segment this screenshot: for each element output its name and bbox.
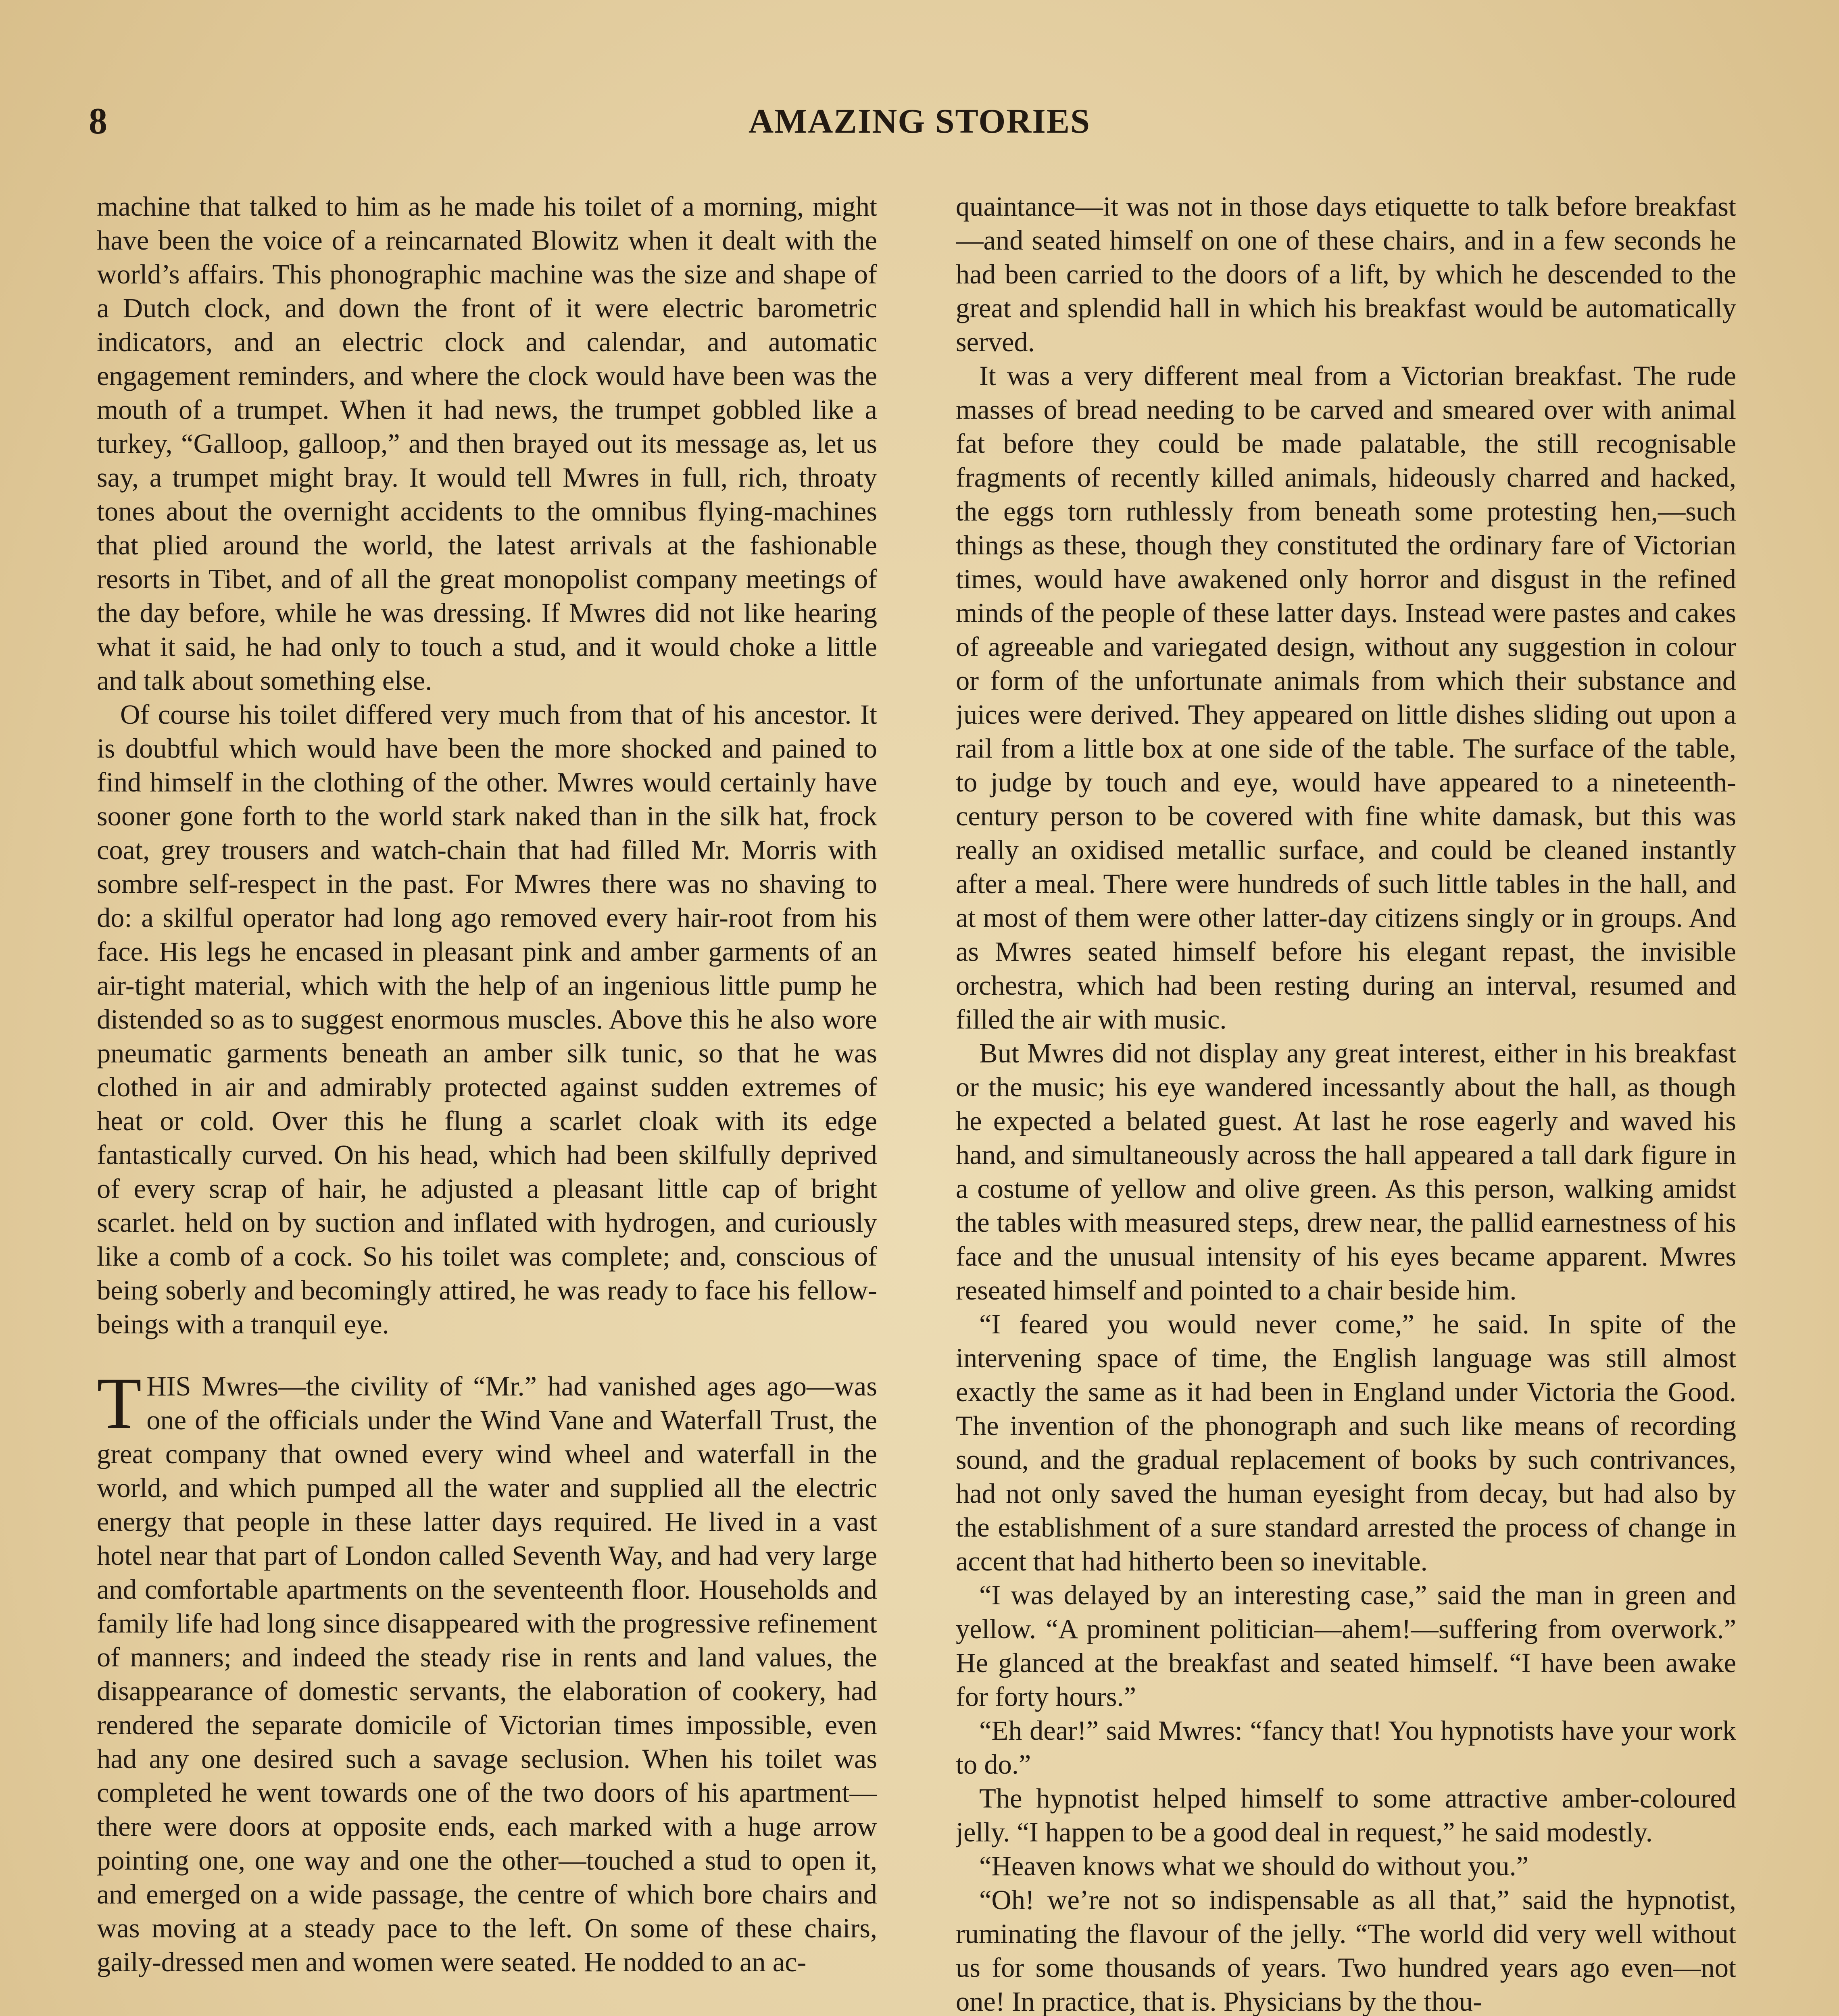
paragraph: “Heaven knows what we should do without you.” — [979, 1851, 1529, 1881]
paragraph: The hypnotist helped himself to some attractive amber-coloured jelly. “I happen to be a good deal in request,” he said modestly. — [956, 1783, 1736, 1847]
page-number: 8 — [89, 100, 107, 142]
paragraph: Of course his toilet differed very much from that of his ancestor. It is doubtful which would have been the more shocked and pained to find himself in the clothing of the other. Mwres would certainly have sooner gone forth to the world stark naked than in the silk hat, frock coat, grey trousers and watch-chain that had filled Mr. Morris with sombre self-respect in the past. For Mwres there was no shaving to do: a skilful operator had long ago removed every hair-root from his face. His legs he encased in pleasant pink and amber garments of an air-tight material, which with the help of an ingenious little pump he distended so as to suggest enormous muscles. Above this he also wore pneumatic garments beneath an amber silk tunic, so that he was clothed in air and admirably protected against sudden extremes of heat or cold. Over this he flung a scarlet cloak with its edge fantastically curved. On his head, which had been skilfully deprived of every scrap of hair, he adjusted a pleasant little cap of bright scarlet. held on by suction and inflated with hydrogen, and curiously like a comb of a cock. So his toilet was complete; and, conscious of being soberly and becomingly attired, he was ready to face his fellow-beings with a tranquil eye. — [97, 699, 877, 1339]
paragraph: machine that talked to him as he made his toilet of a morning, might have been the voice of a reincarnated Blowitz when it dealt with the world’s affairs. This phonographic machine was the size and shape of a Dutch clock, and down the front of it were electric barometric indicators, and an electric clock and calendar, and automatic engagement reminders, and where the clock would have been was the mouth of a trumpet. When it had news, the trumpet gobbled like a turkey, “Galloop, galloop,” and then brayed out its message as, let us say, a trumpet might bray. It would tell Mwres in full, rich, throaty tones about the overnight accidents to the omnibus flying-machines that plied around the world, the latest arrivals at the fashionable resorts in Tibet, and of all the great monopolist company meetings of the day before, while he was dressing. If Mwres did not like hearing what it said, he had only to touch a stud, and it would choke a little and talk about something else. — [97, 191, 877, 696]
magazine-title: AMAZING STORIES — [748, 102, 1090, 140]
paragraph: It was a very different meal from a Victorian breakfast. The rude masses of bread needing to be carved and smeared over with animal fat before they could be made palatable, the still recognisable fragments of recently killed animals, hideously charred and hacked, the eggs torn ruthlessly from beneath some protesting hen,—such things as these, though they constituted the ordinary fare of Victorian times, would have awakened only horror and disgust in the refined minds of the people of these latter days. Instead were pastes and cakes of agreeable and variegated design, without any suggestion in colour or form of the unfortunate animals from which their substance and juices were derived. They appeared on little dishes sliding out upon a rail from a little box at one side of the table. The surface of the table, to judge by touch and eye, would have appeared to a nineteenth-century person to be covered with fine white damask, but this was really an oxidised metallic surface, and could be cleaned instantly after a meal. There were hundreds of such little tables in the hall, and at most of them were other latter-day citizens singly or in groups. And as Mwres seated himself before his elegant repast, the invisible orchestra, which had been resting during an interval, resumed and filled the air with music. — [956, 360, 1736, 1035]
drop-cap: T — [97, 1363, 142, 1444]
paragraph: quaintance—it was not in those days etiquette to talk before breakfast—and seated himself on one of these chairs, and in a few seconds he had been carried to the doors of a lift, by which he descended to the great and splendid hall in which his breakfast would be automatically served. — [956, 191, 1736, 357]
paragraph-text: HIS Mwres—the civility of “Mr.” had vanished ages ago—was one of the officials under the Wind Vane and Waterfall Trust, the great company that owned every wind wheel and waterfall in the world, and which pumped all the water and supplied all the electric energy that people in these latter days required. He lived in a vast hotel near that part of London called Seventh Way, and had very large and comfortable apartments on the seventeenth floor. Households and family life had long since disappeared with the progressive refinement of manners; and indeed the steady rise in rents and land values, the disappearance of domestic servants, the elaboration of cookery, had rendered the separate domicile of Victorian times impossible, even had any one desired such a savage seclusion. When his toilet was completed he went towards one of the two doors of his apartment—there were doors at opposite ends, each marked with a huge arrow pointing one, one way and one the other—touched a stud to open it, and emerged on a wide passage, the centre of which bore chairs and was moving at a steady pace to the left. On some of these chairs, gaily-dressed men and women were seated. He nodded to an ac- — [97, 1371, 877, 1977]
section-paragraph — [97, 1363, 877, 1979]
paragraph: But Mwres did not display any great interest, either in his breakfast or the music; his eye wandered incessantly about the hall, as though he expected a belated guest. At last he rose eagerly and waved his hand, and simultaneously across the hall appeared a tall dark figure in a costume of yellow and olive green. As this person, walking amidst the tables with measured steps, drew near, the pallid earnestness of his face and the unusual intensity of his eyes became apparent. Mwres reseated himself and pointed to a chair beside him. — [956, 1038, 1736, 1306]
paragraph: “I feared you would never come,” he said. In spite of the intervening space of time, the English language was still almost exactly the same as it had been in England under Victoria the Good. The invention of the phonograph and such like means of recording sound, and the gradual replacement of books by such contrivances, had not only saved the human eyesight from decay, but had also by the establishment of a sure standard arrested the process of change in accent that had hitherto been so inevitable. — [956, 1309, 1736, 1577]
left-column — [97, 190, 877, 2016]
paragraph: “Oh! we’re not so indispensable as all that,” said the hypnotist, ruminating the flavour of the jelly. “The world did very well without us for some thousands of years. Two hundred years ago even—not one! In practice, that is. Physicians by the thou- — [956, 1885, 1736, 2016]
page-header — [89, 91, 1750, 151]
paragraph: “I was delayed by an interesting case,” said the man in green and yellow. “A prominent politician—ahem!—suffering from overwork.” He glanced at the breakfast and seated himself. “I have been awake for forty hours.” — [956, 1580, 1736, 1712]
right-column — [956, 190, 1736, 2016]
paragraph: “Eh dear!” said Mwres: “fancy that! You hypnotists have your work to do.” — [956, 1715, 1736, 1780]
